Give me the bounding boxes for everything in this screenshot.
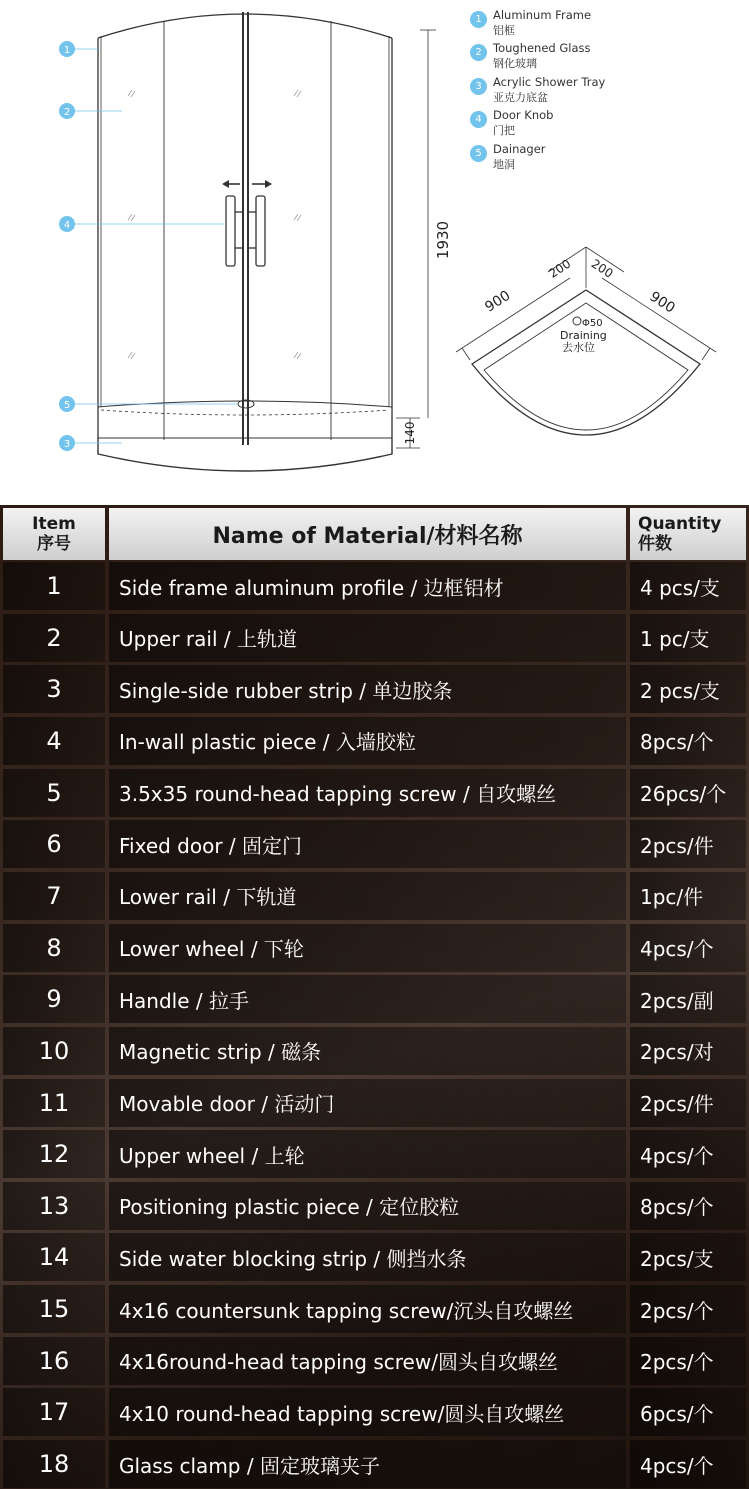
row-number: 5 (3, 769, 105, 817)
row-quantity: 2 pcs/支 (630, 665, 746, 713)
legend-item (470, 73, 740, 106)
number-badge-icon: 5 (470, 145, 487, 162)
row-quantity: 26pcs/个 (630, 769, 746, 817)
row-quantity: 2pcs/副 (630, 975, 746, 1023)
number-badge-icon: 3 (470, 78, 487, 95)
table-row (0, 665, 749, 713)
row-number: 18 (3, 1440, 105, 1488)
row-material-name: Magnetic strip / 磁条 (109, 1027, 626, 1075)
top-arc (98, 14, 392, 38)
row-material-name: Single-side rubber strip / 单边胶条 (109, 665, 626, 713)
table-row (0, 924, 749, 972)
row-quantity: 4pcs/个 (630, 924, 746, 972)
number-badge-icon: 4 (470, 111, 487, 128)
row-quantity: 2pcs/支 (630, 1233, 746, 1281)
table-row (0, 1233, 749, 1281)
row-number: 4 (3, 717, 105, 765)
legend-label-cn: 地洞 (493, 157, 515, 171)
legend-label-en: Door Knob (493, 108, 554, 123)
header-quantity (630, 508, 746, 560)
row-number: 10 (3, 1027, 105, 1075)
row-quantity: 1pc/件 (630, 872, 746, 920)
row-material-name: 3.5x35 round-head tapping screw / 自攻螺丝 (109, 769, 626, 817)
row-quantity: 2pcs/件 (630, 820, 746, 868)
tray-dimension: 140 (403, 421, 417, 445)
table-row (0, 1130, 749, 1178)
table-row (0, 1440, 749, 1488)
row-number: 17 (3, 1388, 105, 1436)
number-badge-icon: 2 (470, 44, 487, 61)
row-number: 7 (3, 872, 105, 920)
top-dim-right: 900 (646, 288, 678, 317)
parts-legend (470, 6, 740, 173)
table-row (0, 1388, 749, 1436)
row-number: 3 (3, 665, 105, 713)
header-item (3, 508, 105, 560)
row-quantity: 8pcs/个 (630, 717, 746, 765)
row-material-name: Side water blocking strip / 侧挡水条 (109, 1233, 626, 1281)
row-material-name: Handle / 拉手 (109, 975, 626, 1023)
front-callouts (59, 41, 75, 451)
legend-label-en: Aluminum Frame (493, 8, 592, 22)
top-dim-corner-right: 200 (588, 256, 616, 281)
row-quantity: 4 pcs/支 (630, 562, 746, 610)
row-material-name: Side frame aluminum profile / 边框铝材 (109, 562, 626, 610)
row-number: 16 (3, 1337, 105, 1385)
row-quantity: 2pcs/个 (630, 1337, 746, 1385)
legend-item (470, 6, 740, 39)
legend-item (470, 106, 740, 139)
row-number: 14 (3, 1233, 105, 1281)
header-qty-en: Quantity (638, 514, 722, 534)
row-number: 13 (3, 1182, 105, 1230)
row-quantity: 2pcs/个 (630, 1285, 746, 1333)
row-number: 11 (3, 1079, 105, 1127)
top-dim-corner-left: 200 (546, 256, 574, 281)
drain-label-cn: 去水位 (562, 341, 595, 354)
row-number: 1 (3, 562, 105, 610)
row-quantity: 6pcs/个 (630, 1388, 746, 1436)
row-number: 6 (3, 820, 105, 868)
row-material-name: Lower wheel / 下轮 (109, 924, 626, 972)
table-row (0, 975, 749, 1023)
table-row (0, 1182, 749, 1230)
row-material-name: Positioning plastic piece / 定位胶粒 (109, 1182, 626, 1230)
table-row (0, 820, 749, 868)
drain-label-en: Draining (560, 329, 607, 342)
row-quantity: 4pcs/个 (630, 1130, 746, 1178)
callout-1: 1 (63, 45, 71, 56)
row-material-name: 4x16 countersunk tapping screw/沉头自攻螺丝 (109, 1285, 626, 1333)
row-quantity: 2pcs/件 (630, 1079, 746, 1127)
row-material-name: Fixed door / 固定门 (109, 820, 626, 868)
table-row (0, 769, 749, 817)
legend-label-cn: 门把 (493, 124, 515, 138)
table-row (0, 872, 749, 920)
row-number: 8 (3, 924, 105, 972)
table-row (0, 614, 749, 662)
row-material-name: Upper wheel / 上轮 (109, 1130, 626, 1178)
row-number: 9 (3, 975, 105, 1023)
row-material-name: 4x16round-head tapping screw/圆头自攻螺丝 (109, 1337, 626, 1385)
header-item-cn: 序号 (37, 534, 71, 554)
legend-label-cn: 钢化玻璃 (493, 57, 537, 71)
front-view (74, 12, 436, 471)
height-dimension: 1930 (434, 220, 452, 260)
table-row (0, 1337, 749, 1385)
table-row (0, 562, 749, 610)
header-name (109, 508, 626, 560)
row-material-name: Upper rail / 上轨道 (109, 614, 626, 662)
legend-label-en: Toughened Glass (493, 41, 591, 56)
table-row (0, 1285, 749, 1333)
legend-label-cn: 亚克力底盆 (493, 90, 548, 104)
materials-table (0, 505, 749, 1489)
callout-2: 2 (63, 107, 71, 118)
top-dim-left: 900 (482, 287, 514, 316)
row-number: 12 (3, 1130, 105, 1178)
row-material-name: Movable door / 活动门 (109, 1079, 626, 1127)
row-material-name: 4x10 round-head tapping screw/圆头自攻螺丝 (109, 1388, 626, 1436)
row-material-name: In-wall plastic piece / 入墙胶粒 (109, 717, 626, 765)
product-diagram (0, 0, 749, 505)
row-number: 2 (3, 614, 105, 662)
table-row (0, 1079, 749, 1127)
legend-label-cn: 铝框 (493, 24, 515, 37)
callout-3: 3 (63, 439, 71, 450)
row-quantity: 2pcs/对 (630, 1027, 746, 1075)
legend-label-en: Dainager (493, 141, 546, 156)
number-badge-icon: 1 (470, 11, 487, 28)
header-item-en: Item (32, 514, 76, 534)
legend-item (470, 140, 740, 173)
row-quantity: 1 pc/支 (630, 614, 746, 662)
header-qty-cn: 件数 (638, 534, 672, 554)
row-quantity: 4pcs/个 (630, 1440, 746, 1488)
legend-item (470, 39, 740, 72)
row-number: 15 (3, 1285, 105, 1333)
table-row (0, 1027, 749, 1075)
row-quantity: 8pcs/个 (630, 1182, 746, 1230)
row-material-name: Lower rail / 下轨道 (109, 872, 626, 920)
callout-5: 5 (63, 400, 71, 411)
header-name-text: Name of Material/材料名称 (212, 523, 523, 549)
callout-4: 4 (63, 220, 71, 231)
drain-diameter: Φ50 (582, 318, 603, 329)
row-material-name: Glass clamp / 固定玻璃夹子 (109, 1440, 626, 1488)
legend-label-en: Acrylic Shower Tray (493, 74, 606, 89)
table-row (0, 717, 749, 765)
